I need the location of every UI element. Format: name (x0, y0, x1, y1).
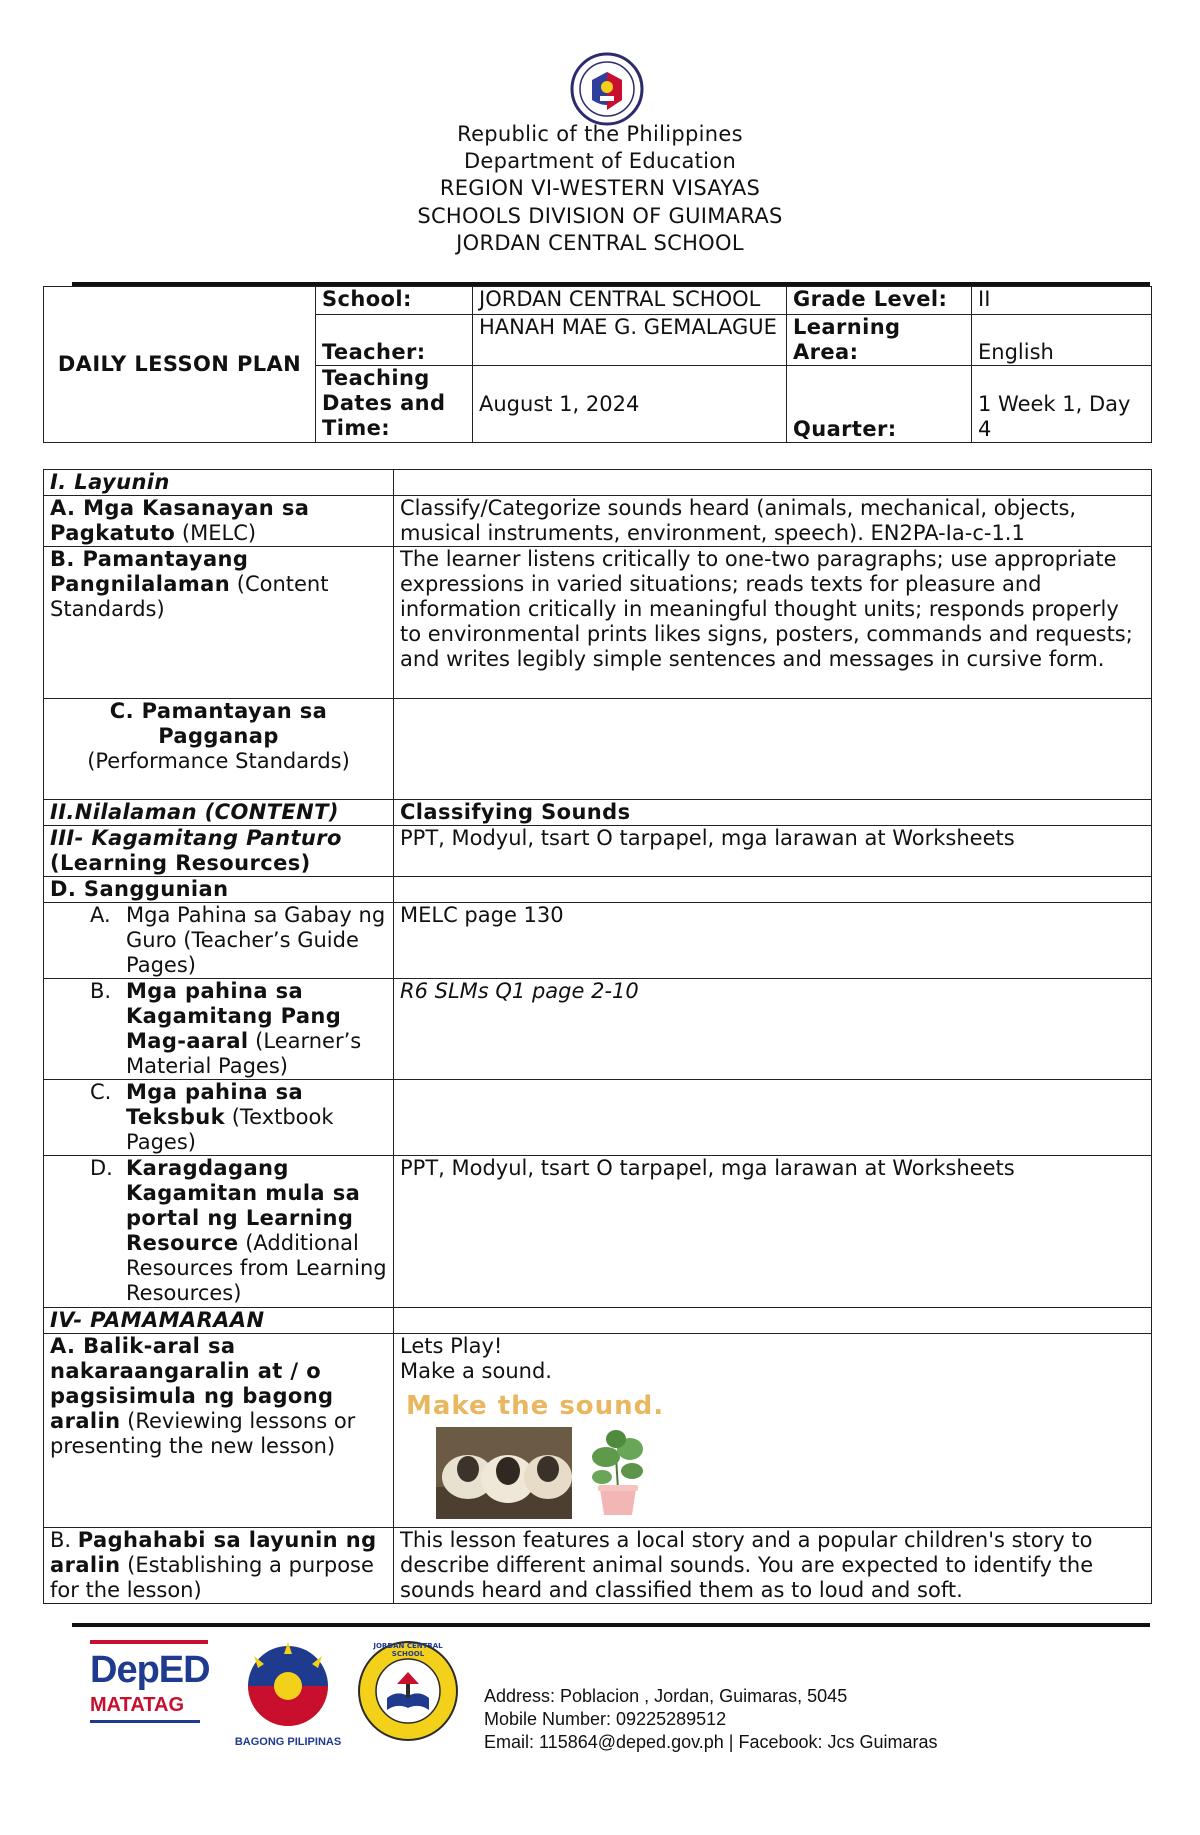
textbook-label: Mga pahina sa Teksbuk (126, 1080, 304, 1129)
deped-logo-text: DepED (90, 1649, 210, 1691)
pamamaraan-empty (394, 1308, 1152, 1334)
nilalaman-value: Classifying Sounds (394, 800, 1152, 826)
melc-label: A. Mga Kasanayan sa Pagkatuto (50, 496, 310, 545)
review-cell (44, 1334, 394, 1528)
jordan-central-school-logo (357, 1640, 459, 1742)
textbook-sub: (Textbook Pages) (126, 1105, 334, 1154)
purpose-prefix: B. (50, 1528, 72, 1552)
deped-seal-logo (570, 52, 644, 126)
review-sub: (Reviewing lessons or presenting the new lesson) (50, 1409, 356, 1458)
footer-address: Address: Poblacion , Jordan, Guimaras, 5045 (484, 1686, 848, 1706)
melc-sub: (MELC) (181, 521, 257, 545)
learners-material-letter: B. (90, 979, 112, 1003)
purpose-value: This lesson features a local story and a popular children's story to describe different animal sounds. You are expected to identify the sounds heard and classified them as to loud and soft. (394, 1528, 1152, 1604)
textbook-letter: C. (90, 1080, 112, 1104)
additional-resources-letter: D. (90, 1156, 113, 1180)
lesson-info-table (43, 286, 1152, 443)
additional-resources-cell (44, 1156, 394, 1308)
performance-standards-label: C. Pamantayan sa Pagganap (109, 699, 328, 748)
melc-value: Classify/Categorize sounds heard (animals, mechanical, objects, musical instruments, environment, speech). EN2PA-Ia-c-1.1 (394, 496, 1152, 547)
make-the-sound-title: Make the sound. (406, 1391, 665, 1421)
header-line-republic: Republic of the Philippines (457, 122, 743, 146)
learners-material-label: Mga pahina sa Kagamitang Pang Mag-aaral (126, 979, 342, 1053)
footer-email: Email: 115864@deped.gov.ph | Facebook: Jcs Guimaras (484, 1732, 938, 1752)
sanggunian-empty (394, 877, 1152, 903)
deped-matatag-logo (90, 1640, 210, 1740)
performance-standards-sub: (Performance Standards) (87, 749, 350, 773)
lesson-plan-table (43, 469, 1152, 1604)
melc-cell (44, 496, 394, 547)
purpose-sub: (Establishing a purpose for the lesson) (50, 1553, 374, 1602)
review-value (394, 1334, 1152, 1528)
quarter-value: 1 Week 1, Day 4 (972, 366, 1152, 443)
dates-label: Teaching Dates and Time: (316, 366, 473, 443)
dates-value: August 1, 2024 (473, 366, 787, 443)
textbook-cell (44, 1080, 394, 1156)
learners-material-cell (44, 979, 394, 1080)
learning-area-label: Learning Area: (787, 315, 972, 366)
school-value: JORDAN CENTRAL SCHOOL (473, 287, 787, 315)
additional-resources-sub: (Additional Resources from Learning Resources) (126, 1231, 387, 1305)
teachers-guide-value: MELC page 130 (394, 903, 1152, 979)
content-standards-cell (44, 547, 394, 699)
teachers-guide-letter: A. (90, 903, 111, 927)
sanggunian-label: D. Sanggunian (44, 877, 394, 903)
school-label: School: (316, 287, 473, 315)
review-line-2: Make a sound. (400, 1359, 552, 1383)
content-standards-sub: (Content Standards) (50, 572, 329, 621)
kagamitan-value: PPT, Modyul, tsart O tarpapel, mga larawan at Worksheets (394, 826, 1152, 877)
pamamaraan-label: IV- PAMAMARAAN (44, 1308, 394, 1334)
matatag-text: MATATAG (90, 1694, 185, 1716)
learners-material-value: R6 SLMs Q1 page 2-10 (394, 979, 1152, 1080)
content-standards-label: B. Pamantayang Pangnilalaman (50, 547, 249, 596)
content-standards-value: The learner listens critically to one-two paragraphs; use appropriate expressions in varied situations; reads texts for pleasure and information critically in meaningful thought units; responds properly to environmental prints likes signs, posters, commands and requests; and writes legibly simple sentences and messages in cursive form. (394, 547, 1152, 699)
header-line-department: Department of Education (463, 149, 737, 173)
nilalaman-label: II.Nilalaman (CONTENT) (44, 800, 394, 826)
purpose-cell (44, 1528, 394, 1604)
dlp-title: DAILY LESSON PLAN (44, 287, 316, 443)
layunin-empty (394, 470, 1152, 496)
review-label: A. Balik-aral sa nakaraangaralin at / o pagsisimula ng bagong aralin (50, 1334, 334, 1433)
kagamitan-cell (44, 826, 394, 877)
performance-standards-value (394, 699, 1152, 800)
performance-standards-cell (44, 699, 394, 800)
bagong-pilipinas-emblem (228, 1638, 348, 1730)
grade-value: II (972, 287, 1152, 315)
learning-area-value: English (972, 315, 1152, 366)
footer-divider (72, 1623, 1150, 1627)
quarter-label: Quarter: (787, 366, 972, 443)
footer-mobile: Mobile Number: 09225289512 (484, 1709, 727, 1729)
header-line-school: JORDAN CENTRAL SCHOOL (456, 231, 744, 255)
bagong-pilipinas-logo (228, 1638, 348, 1750)
textbook-value (394, 1080, 1152, 1156)
teacher-value: HANAH MAE G. GEMALAGUE (473, 315, 787, 366)
header-line-division: SCHOOLS DIVISION OF GUIMARAS (417, 204, 783, 228)
purpose-label: Paghahabi sa layunin ng aralin (50, 1528, 377, 1577)
plant-image (586, 1427, 650, 1519)
teachers-guide-label: Mga Pahina sa Gabay ng Guro (Teacher’s Guide Pages) (126, 903, 386, 977)
additional-resources-label: Karagdagang Kagamitan mula sa portal ng Learning Resource (126, 1156, 361, 1255)
header-line-region: REGION VI-WESTERN VISAYAS (439, 176, 761, 200)
review-line-1: Lets Play! (400, 1334, 503, 1358)
sheep-image (436, 1427, 572, 1519)
kagamitan-sub: (Learning Resources) (50, 851, 311, 875)
grade-label: Grade Level: (787, 287, 972, 315)
teachers-guide-cell (44, 903, 394, 979)
additional-resources-value: PPT, Modyul, tsart O tarpapel, mga larawan at Worksheets (394, 1156, 1152, 1308)
kagamitan-label: III- Kagamitang Panturo (50, 826, 342, 850)
bagong-pilipinas-text: BAGONG PILIPINAS (234, 1736, 342, 1748)
layunin-heading: I. Layunin (44, 470, 394, 496)
school-logo-text: JORDAN CENTRAL SCHOOL (373, 1642, 443, 1658)
teacher-label: Teacher: (316, 315, 473, 366)
learners-material-sub: (Learner’s Material Pages) (126, 1029, 362, 1078)
